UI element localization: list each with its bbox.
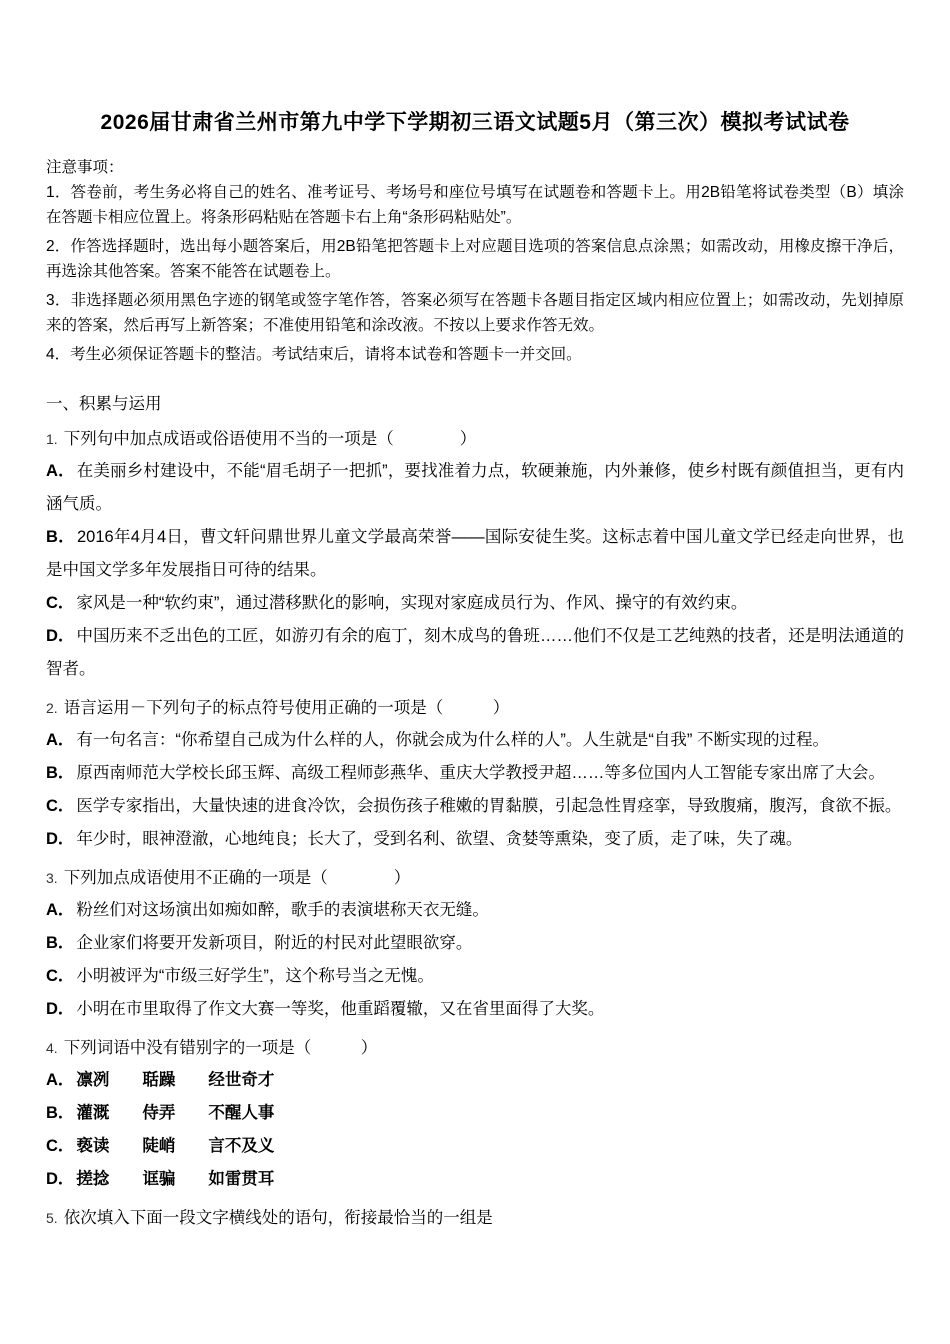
question-stem: 依次填入下面一段文字横线处的语句，衔接最恰当的一组是 [63, 1209, 493, 1227]
question-number: 1. [46, 431, 58, 447]
option-text: 企业家们将要开发新项目，附近的村民对此望眼欲穿。 [76, 934, 473, 952]
option-label: B． [46, 528, 75, 546]
option-text: 小明在市里取得了作文大赛一等奖，他重蹈覆辙，又在省里面得了大奖。 [76, 1000, 605, 1018]
option-label: A． [46, 901, 75, 919]
option-text: 灌溉 侍弄 不醒人事 [76, 1104, 275, 1122]
option-text: 小明被评为“市级三好学生”，这个称号当之无愧。 [76, 967, 434, 985]
question-number: 5. [46, 1210, 58, 1226]
question-4-option-a [46, 1064, 904, 1097]
question-1-option-a [46, 455, 904, 521]
option-text: 医学专家指出，大量快速的进食冷饮，会损伤孩子稚嫩的胃黏膜，引起急性胃痉挛，导致腹痛，腹泻，食欲不振。 [76, 797, 902, 815]
question-stem: 下列句中加点成语或俗语使用不当的一项是（ ） [63, 430, 477, 448]
question-3 [46, 864, 904, 1026]
notice-item-3: 3．非选择题必须用黑色字迹的钢笔或签字笔作答，答案必须写在答题卡各题目指定区域内相应位置上；如需改动，先划掉原来的答案，然后再写上新答案；不准使用铅笔和涂改液。不按以上要求作答无效。 [46, 292, 904, 334]
question-4-stem-row [46, 1034, 904, 1062]
question-1-option-b [46, 521, 904, 587]
option-text: 年少时，眼神澄澈，心地纯良；长大了，受到名利、欲望、贪婪等熏染，变了质，走了味，失了魂。 [76, 830, 803, 848]
question-2-option-c [46, 790, 904, 823]
question-1 [46, 425, 904, 686]
question-2 [46, 694, 904, 856]
question-1-stem-row [46, 425, 904, 453]
option-label: D． [46, 830, 75, 848]
question-3-option-a [46, 894, 904, 927]
question-4 [46, 1034, 904, 1196]
notice-item-2: 2．作答选择题时，选出每小题答案后，用2B铅笔把答题卡上对应题目选项的答案信息点涂黑；如需改动，用橡皮擦干净后，再选涂其他答案。答案不能答在试题卷上。 [46, 238, 904, 280]
option-text: 亵读 陡峭 言不及义 [76, 1137, 275, 1155]
question-4-option-c [46, 1130, 904, 1163]
option-text: 在美丽乡村建设中，不能“眉毛胡子一把抓”，要找准着力点，软硬兼施，内外兼修，使乡村既有颜值担当，更有内涵气质。 [46, 462, 904, 513]
question-2-option-d [46, 823, 904, 856]
question-4-option-b [46, 1097, 904, 1130]
option-text: 有一句名言：“你希望自己成为什么样的人，你就会成为什么样的人”。人生就是“自我” 不断实现的过程。 [76, 731, 829, 749]
question-5 [46, 1204, 904, 1232]
option-label: C． [46, 1137, 75, 1155]
question-5-stem-row [46, 1204, 904, 1232]
question-3-option-b [46, 927, 904, 960]
notice-item-1: 1．答卷前，考生务必将自己的姓名、准考证号、考场号和座位号填写在试题卷和答题卡上。用2B铅笔将试卷类型（B）填涂在答题卡相应位置上。将条形码粘贴在答题卡右上角“条形码粘贴处”。 [46, 184, 904, 226]
option-text: 中国历来不乏出色的工匠，如游刃有余的庖丁，刻木成鸟的鲁班……他们不仅是工艺纯熟的技者，还是明法通道的智者。 [46, 627, 905, 678]
option-text: 粉丝们对这场演出如痴如醉，歌手的表演堪称天衣无缝。 [76, 901, 489, 919]
notice-heading: 注意事项： [46, 159, 124, 176]
option-label: B． [46, 934, 75, 952]
question-4-option-d [46, 1163, 904, 1196]
option-label: B． [46, 1104, 75, 1122]
question-3-stem-row [46, 864, 904, 892]
section-accumulation [46, 391, 904, 1232]
option-label: A． [46, 1071, 75, 1089]
question-number: 3. [46, 870, 58, 886]
question-3-option-d [46, 993, 904, 1026]
option-label: B． [46, 764, 75, 782]
question-1-option-d [46, 620, 904, 686]
option-label: A． [46, 462, 75, 480]
question-stem: 下列加点成语使用不正确的一项是（ ） [63, 869, 411, 887]
page-title: 2026届甘肃省兰州市第九中学下学期初三语文试题5月（第三次）模拟考试试卷 [100, 111, 850, 134]
question-1-option-c [46, 587, 904, 620]
option-label: D． [46, 1000, 75, 1018]
question-2-option-b [46, 757, 904, 790]
option-label: C． [46, 967, 75, 985]
question-2-stem-row [46, 694, 904, 722]
question-number: 4. [46, 1040, 58, 1056]
question-3-option-c [46, 960, 904, 993]
section-heading: 一、积累与运用 [46, 395, 162, 413]
question-number: 2. [46, 700, 58, 716]
option-label: A． [46, 731, 75, 749]
option-text: 凛冽 聒躁 经世奇才 [76, 1071, 275, 1089]
option-text: 2016年4月4日，曹文轩问鼎世界儿童文学最高荣誉——国际安徒生奖。这标志着中国儿童文学已经走向世界，也是中国文学多年发展指日可待的结果。 [46, 528, 904, 579]
option-text: 搓捻 诓骗 如雷贯耳 [76, 1170, 275, 1188]
option-label: D． [46, 627, 75, 645]
option-label: C． [46, 797, 75, 815]
question-2-option-a [46, 724, 904, 757]
option-label: C． [46, 594, 75, 612]
option-text: 原西南师范大学校长邱玉辉、高级工程师彭燕华、重庆大学教授尹超……等多位国内人工智能专家出席了大会。 [76, 764, 885, 782]
question-stem: 语言运用－下列句子的标点符号使用正确的一项是（ ） [63, 699, 510, 717]
notice-item-4: 4．考生必须保证答题卡的整洁。考试结束后，请将本试卷和答题卡一并交回。 [46, 346, 582, 363]
notice-section [46, 156, 904, 367]
question-stem: 下列词语中没有错别字的一项是（ ） [63, 1039, 378, 1057]
option-text: 家风是一种“软约束”，通过潜移默化的影响，实现对家庭成员行为、作风、操守的有效约束。 [76, 594, 748, 612]
option-label: D． [46, 1170, 75, 1188]
